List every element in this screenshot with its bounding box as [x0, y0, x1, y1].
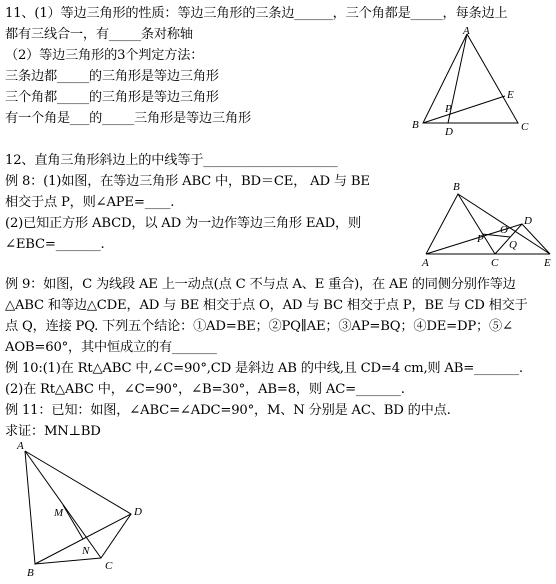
quadrilateral-abcd	[25, 451, 131, 564]
label-d: D	[524, 215, 532, 227]
ex9-line-2: △ABC 和等边△CDE，AD 与 BE 相交于点 O，AD 与 BC 相交于点 P，BE 与 CD 相交于	[5, 298, 528, 313]
q11-line-4: 三条边都_____的三角形是等边三角形	[5, 69, 219, 84]
segment-mn	[63, 505, 83, 539]
label-o: O	[500, 224, 508, 236]
figure-two-equilateral-triangles	[418, 178, 554, 270]
q11-line-2: 都有三线合一，有_____条对称轴	[5, 27, 193, 42]
label-m: M	[54, 507, 64, 519]
label-e: E	[507, 89, 514, 101]
label-c: C	[521, 121, 529, 133]
label-a: A	[17, 440, 24, 452]
figure-quadrilateral-abcd	[8, 438, 158, 582]
segment-ac	[25, 451, 101, 558]
label-d: D	[445, 126, 453, 138]
q11-line-6: 有一个角是___的_____三角形是等边三角形	[5, 111, 251, 126]
label-p: P	[445, 103, 452, 115]
label-d: D	[134, 506, 142, 518]
ex8-line-4: ∠EBC=_______.	[5, 237, 105, 252]
ex11-line-1: 例 11：已知：如图，∠ABC=∠ADC=90°，M、N 分别是 AC、BD 的中点.	[5, 403, 451, 418]
q12-line-1: 12、直角三角形斜边上的中线等于_____________________	[5, 153, 338, 168]
label-b: B	[27, 567, 34, 579]
ex11-line-2: 求证：MN⊥BD	[5, 424, 101, 439]
label-c: C	[105, 560, 113, 572]
label-b: B	[453, 181, 460, 193]
ex8-line-3: (2)已知正方形 ABCD，以 AD 为一边作等边三角形 EAD，则	[5, 216, 361, 231]
ex10-line-1: 例 10:(1)在 Rt△ABC 中,∠C=90°,CD 是斜边 AB 的中线,且 CD=4 cm,则 AB=_______.	[5, 361, 523, 376]
label-q: Q	[509, 239, 517, 251]
label-c: C	[491, 257, 499, 269]
label-a: A	[463, 26, 470, 37]
ex9-line-4: AOB=60°，其中恒成立的有_______	[5, 340, 217, 355]
triangle-abc	[426, 194, 495, 254]
ex8-line-2: 相交于点 P，则∠APE=____.	[5, 195, 175, 210]
triangle-abc	[423, 34, 518, 123]
ex9-line-1: 例 9：如图，C 为线段 AE 上一动点(点 C 不与点 A、E 重合)，在 AE 的同侧分别作等边	[5, 277, 516, 292]
label-n: N	[82, 545, 90, 557]
q11-line-1: 11、(1）等边三角形的性质：等边三角形的三条边______，三个角都是_____，每条边上	[5, 6, 508, 21]
q11-line-3: （2）等边三角形的3个判定方法：	[5, 48, 204, 63]
label-a: A	[422, 257, 429, 269]
figure-equilateral-triangle-abc	[405, 26, 550, 138]
ex8-line-1: 例 8：(1)如图，在等边三角形 ABC 中，BD＝CE， AD 与 BE	[5, 174, 370, 189]
q11-line-5: 三个角都_____的三角形是等边三角形	[5, 90, 219, 105]
label-e: E	[544, 257, 551, 269]
ex9-line-3: 点 Q，连接 PQ. 下列五个结论：①AD=BE；②PQ∥AE；③AP=BQ；④DE=DP；⑤∠	[5, 319, 513, 334]
label-b: B	[412, 119, 419, 131]
label-p: P	[477, 233, 484, 245]
segment-be	[423, 96, 505, 123]
ex10-line-2: (2)在 Rt△ABC 中，∠C=90°，∠B=30°，AB=8，则 AC=_______.	[5, 382, 405, 397]
